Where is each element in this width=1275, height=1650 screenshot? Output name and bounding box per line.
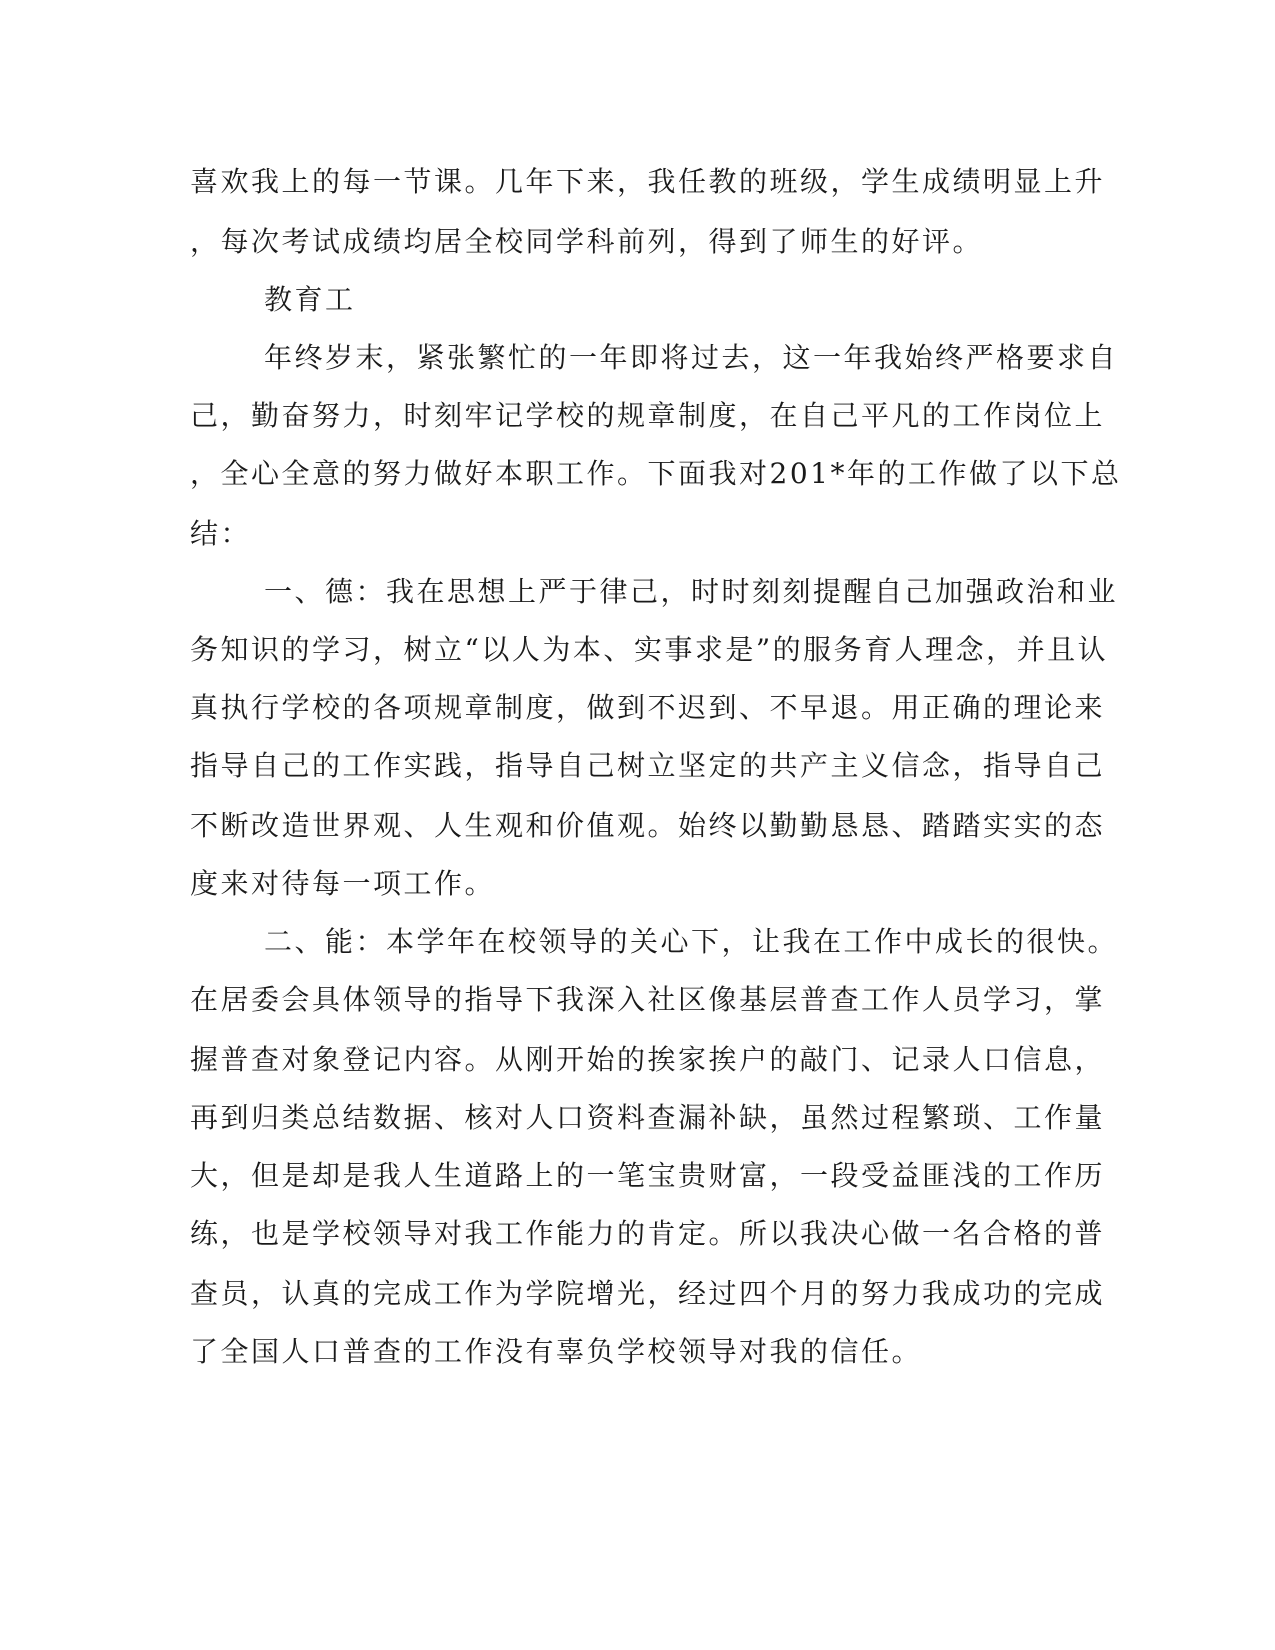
text-line: 不断改造世界观、人生观和价值观。始终以勤勤恳恳、踏踏实实的态 [190, 809, 1106, 842]
text-line: 指导自己的工作实践，指导自己树立坚定的共产主义信念，指导自己 [190, 749, 1106, 782]
text-line: 结： [190, 517, 252, 550]
text-line: 了全国人口普查的工作没有辜负学校领导对我的信任。 [190, 1335, 923, 1368]
text-line: 查员，认真的完成工作为学院增光，经过四个月的努力我成功的完成 [190, 1277, 1106, 1310]
text-line: 在居委会具体领导的指导下我深入社区像基层普查工作人员学习，掌 [190, 983, 1106, 1016]
text-line: 练，也是学校领导对我工作能力的肯定。所以我决心做一名合格的普 [190, 1217, 1106, 1250]
text-line: ，每次考试成绩均居全校同学科前列，得到了师生的好评。 [190, 225, 984, 258]
text-line: 度来对待每一项工作。 [190, 867, 496, 900]
text-line: 务知识的学习，树立“以人为本、实事求是”的服务育人理念，并且认 [190, 633, 1109, 666]
text-line: 二、能：本学年在校领导的关心下，让我在工作中成长的很快。 [264, 925, 1119, 958]
text-line: 喜欢我上的每一节课。几年下来，我任教的班级，学生成绩明显上升 [190, 165, 1106, 198]
text-line: ，全心全意的努力做好本职工作。下面我对201*年的工作做了以下总 [190, 457, 1122, 490]
section-heading: 教育工 [264, 283, 356, 316]
text-line: 握普查对象登记内容。从刚开始的挨家挨户的敲门、记录人口信息， [190, 1043, 1106, 1076]
text-line: 己，勤奋努力，时刻牢记学校的规章制度，在自己平凡的工作岗位上 [190, 399, 1106, 432]
text-line: 真执行学校的各项规章制度，做到不迟到、不早退。用正确的理论来 [190, 691, 1106, 724]
text-line: 再到归类总结数据、核对人口资料查漏补缺，虽然过程繁琐、工作量 [190, 1101, 1106, 1134]
text-line: 大，但是却是我人生道路上的一笔宝贵财富，一段受益匪浅的工作历 [190, 1159, 1106, 1192]
text-line: 一、德：我在思想上严于律己，时时刻刻提醒自己加强政治和业 [264, 575, 1119, 608]
text-line: 年终岁末，紧张繁忙的一年即将过去，这一年我始终严格要求自 [264, 341, 1119, 374]
